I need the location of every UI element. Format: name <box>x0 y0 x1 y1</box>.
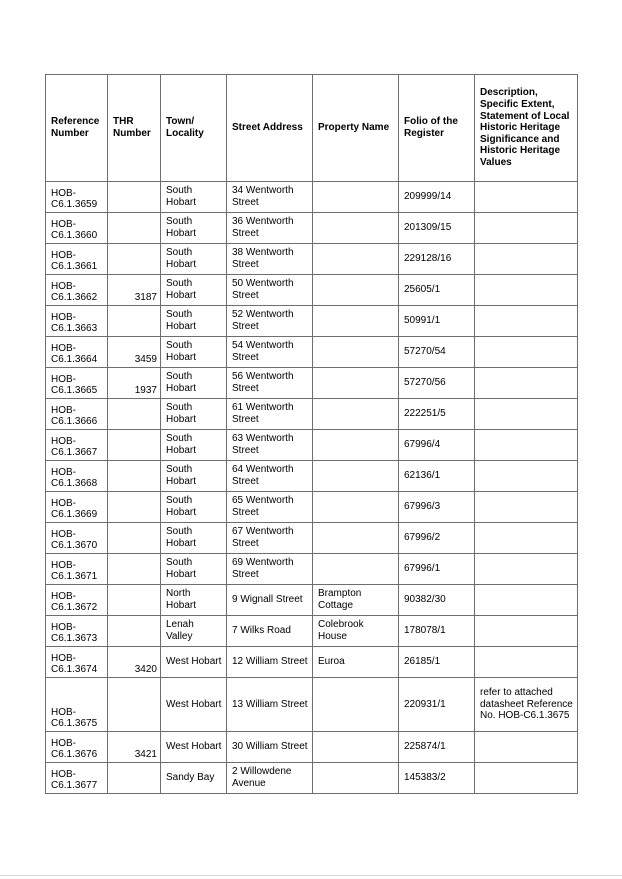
cell-property-name <box>313 523 399 554</box>
cell-thr-number <box>108 244 161 275</box>
cell-property-name <box>313 430 399 461</box>
cell-town-locality: South Hobart <box>161 244 227 275</box>
cell-folio: 201309/15 <box>399 213 475 244</box>
cell-description <box>475 554 578 585</box>
header-reference-number: Reference Number <box>46 75 108 182</box>
table-row <box>46 306 578 337</box>
cell-folio: 145383/2 <box>399 763 475 794</box>
header-town-locality: Town/ Locality <box>161 75 227 182</box>
cell-description <box>475 616 578 647</box>
cell-thr-number <box>108 430 161 461</box>
cell-reference-number: HOB-C6.1.3675 <box>46 678 108 732</box>
table-row <box>46 523 578 554</box>
cell-property-name <box>313 306 399 337</box>
table-row <box>46 275 578 306</box>
cell-folio: 222251/5 <box>399 399 475 430</box>
cell-folio: 220931/1 <box>399 678 475 732</box>
table-row <box>46 368 578 399</box>
cell-street-address: 38 Wentworth Street <box>227 244 313 275</box>
table-header-row <box>46 75 578 182</box>
cell-thr-number <box>108 213 161 244</box>
cell-folio: 67996/3 <box>399 492 475 523</box>
cell-reference-number: HOB-C6.1.3674 <box>46 647 108 678</box>
cell-reference-number: HOB-C6.1.3672 <box>46 585 108 616</box>
cell-thr-number <box>108 182 161 213</box>
cell-property-name <box>313 492 399 523</box>
cell-town-locality: South Hobart <box>161 523 227 554</box>
cell-town-locality: South Hobart <box>161 306 227 337</box>
cell-description <box>475 492 578 523</box>
cell-property-name <box>313 763 399 794</box>
cell-description <box>475 368 578 399</box>
cell-thr-number <box>108 523 161 554</box>
cell-reference-number: HOB-C6.1.3668 <box>46 461 108 492</box>
cell-reference-number: HOB-C6.1.3664 <box>46 337 108 368</box>
cell-reference-number: HOB-C6.1.3669 <box>46 492 108 523</box>
cell-street-address: 67 Wentworth Street <box>227 523 313 554</box>
cell-description <box>475 213 578 244</box>
cell-street-address: 9 Wignall Street <box>227 585 313 616</box>
cell-street-address: 65 Wentworth Street <box>227 492 313 523</box>
cell-street-address: 61 Wentworth Street <box>227 399 313 430</box>
table-row <box>46 616 578 647</box>
cell-thr-number <box>108 585 161 616</box>
cell-folio: 67996/1 <box>399 554 475 585</box>
cell-street-address: 64 Wentworth Street <box>227 461 313 492</box>
cell-thr-number <box>108 306 161 337</box>
cell-reference-number: HOB-C6.1.3677 <box>46 763 108 794</box>
cell-property-name: Euroa <box>313 647 399 678</box>
header-property-name: Property Name <box>313 75 399 182</box>
table-row <box>46 763 578 794</box>
cell-town-locality: South Hobart <box>161 182 227 213</box>
cell-town-locality: South Hobart <box>161 275 227 306</box>
cell-reference-number: HOB-C6.1.3665 <box>46 368 108 399</box>
cell-folio: 62136/1 <box>399 461 475 492</box>
cell-street-address: 34 Wentworth Street <box>227 182 313 213</box>
cell-description <box>475 337 578 368</box>
cell-description <box>475 585 578 616</box>
cell-town-locality: South Hobart <box>161 368 227 399</box>
cell-town-locality: Sandy Bay <box>161 763 227 794</box>
header-description: Description, Specific Extent, Statement of Local Historic Heritage Significance and Historic Heritage Values <box>475 75 578 182</box>
cell-thr-number <box>108 554 161 585</box>
cell-reference-number: HOB-C6.1.3659 <box>46 182 108 213</box>
cell-thr-number <box>108 399 161 430</box>
cell-property-name <box>313 554 399 585</box>
cell-thr-number: 1937 <box>108 368 161 399</box>
cell-property-name <box>313 368 399 399</box>
cell-town-locality: South Hobart <box>161 213 227 244</box>
cell-description <box>475 275 578 306</box>
table-row <box>46 337 578 368</box>
table-row <box>46 554 578 585</box>
cell-property-name <box>313 182 399 213</box>
table-body <box>46 182 578 794</box>
table-row <box>46 430 578 461</box>
cell-thr-number <box>108 678 161 732</box>
cell-street-address: 13 William Street <box>227 678 313 732</box>
cell-description <box>475 182 578 213</box>
cell-town-locality: West Hobart <box>161 647 227 678</box>
cell-folio: 225874/1 <box>399 732 475 763</box>
cell-street-address: 36 Wentworth Street <box>227 213 313 244</box>
table-row <box>46 585 578 616</box>
cell-reference-number: HOB-C6.1.3662 <box>46 275 108 306</box>
cell-folio: 229128/16 <box>399 244 475 275</box>
cell-folio: 26185/1 <box>399 647 475 678</box>
cell-description <box>475 399 578 430</box>
cell-folio: 57270/54 <box>399 337 475 368</box>
cell-description <box>475 763 578 794</box>
cell-thr-number: 3187 <box>108 275 161 306</box>
cell-folio: 50991/1 <box>399 306 475 337</box>
cell-property-name <box>313 244 399 275</box>
cell-street-address: 30 William Street <box>227 732 313 763</box>
cell-property-name: Colebrook House <box>313 616 399 647</box>
cell-folio: 67996/4 <box>399 430 475 461</box>
cell-thr-number <box>108 492 161 523</box>
table-row <box>46 182 578 213</box>
table-row <box>46 678 578 732</box>
cell-town-locality: North Hobart <box>161 585 227 616</box>
cell-property-name <box>313 399 399 430</box>
table-row <box>46 461 578 492</box>
table-row <box>46 399 578 430</box>
cell-property-name: Brampton Cottage <box>313 585 399 616</box>
cell-folio: 57270/56 <box>399 368 475 399</box>
header-street-address: Street Address <box>227 75 313 182</box>
cell-description <box>475 647 578 678</box>
cell-reference-number: HOB-C6.1.3663 <box>46 306 108 337</box>
cell-reference-number: HOB-C6.1.3666 <box>46 399 108 430</box>
cell-property-name <box>313 275 399 306</box>
cell-reference-number: HOB-C6.1.3667 <box>46 430 108 461</box>
cell-folio: 67996/2 <box>399 523 475 554</box>
cell-reference-number: HOB-C6.1.3670 <box>46 523 108 554</box>
cell-street-address: 50 Wentworth Street <box>227 275 313 306</box>
page-bottom-divider <box>0 875 622 876</box>
cell-street-address: 69 Wentworth Street <box>227 554 313 585</box>
cell-town-locality: West Hobart <box>161 678 227 732</box>
cell-property-name <box>313 678 399 732</box>
cell-town-locality: Lenah Valley <box>161 616 227 647</box>
cell-thr-number: 3459 <box>108 337 161 368</box>
header-thr-number: THR Number <box>108 75 161 182</box>
cell-property-name <box>313 732 399 763</box>
cell-description <box>475 523 578 554</box>
cell-street-address: 12 William Street <box>227 647 313 678</box>
table-row <box>46 492 578 523</box>
cell-folio: 90382/30 <box>399 585 475 616</box>
cell-reference-number: HOB-C6.1.3661 <box>46 244 108 275</box>
cell-description <box>475 306 578 337</box>
cell-thr-number <box>108 763 161 794</box>
cell-folio: 209999/14 <box>399 182 475 213</box>
cell-street-address: 56 Wentworth Street <box>227 368 313 399</box>
cell-town-locality: South Hobart <box>161 430 227 461</box>
cell-town-locality: South Hobart <box>161 554 227 585</box>
table-row <box>46 732 578 763</box>
table-row <box>46 213 578 244</box>
cell-street-address: 2 Willowdene Avenue <box>227 763 313 794</box>
cell-town-locality: South Hobart <box>161 399 227 430</box>
cell-property-name <box>313 337 399 368</box>
cell-town-locality: South Hobart <box>161 461 227 492</box>
cell-reference-number: HOB-C6.1.3660 <box>46 213 108 244</box>
cell-town-locality: South Hobart <box>161 492 227 523</box>
cell-folio: 25605/1 <box>399 275 475 306</box>
cell-folio: 178078/1 <box>399 616 475 647</box>
cell-reference-number: HOB-C6.1.3676 <box>46 732 108 763</box>
cell-reference-number: HOB-C6.1.3671 <box>46 554 108 585</box>
cell-property-name <box>313 461 399 492</box>
header-folio: Folio of the Register <box>399 75 475 182</box>
cell-thr-number <box>108 461 161 492</box>
cell-description <box>475 430 578 461</box>
cell-street-address: 52 Wentworth Street <box>227 306 313 337</box>
heritage-register-table <box>45 74 578 794</box>
cell-street-address: 54 Wentworth Street <box>227 337 313 368</box>
table-row <box>46 647 578 678</box>
cell-street-address: 63 Wentworth Street <box>227 430 313 461</box>
cell-reference-number: HOB-C6.1.3673 <box>46 616 108 647</box>
cell-thr-number <box>108 616 161 647</box>
cell-street-address: 7 Wilks Road <box>227 616 313 647</box>
cell-thr-number: 3421 <box>108 732 161 763</box>
table-row <box>46 244 578 275</box>
cell-town-locality: West Hobart <box>161 732 227 763</box>
cell-description <box>475 732 578 763</box>
cell-description <box>475 244 578 275</box>
cell-description: refer to attached datasheet Reference No. HOB-C6.1.3675 <box>475 678 578 732</box>
cell-town-locality: South Hobart <box>161 337 227 368</box>
cell-description <box>475 461 578 492</box>
cell-property-name <box>313 213 399 244</box>
cell-thr-number: 3420 <box>108 647 161 678</box>
